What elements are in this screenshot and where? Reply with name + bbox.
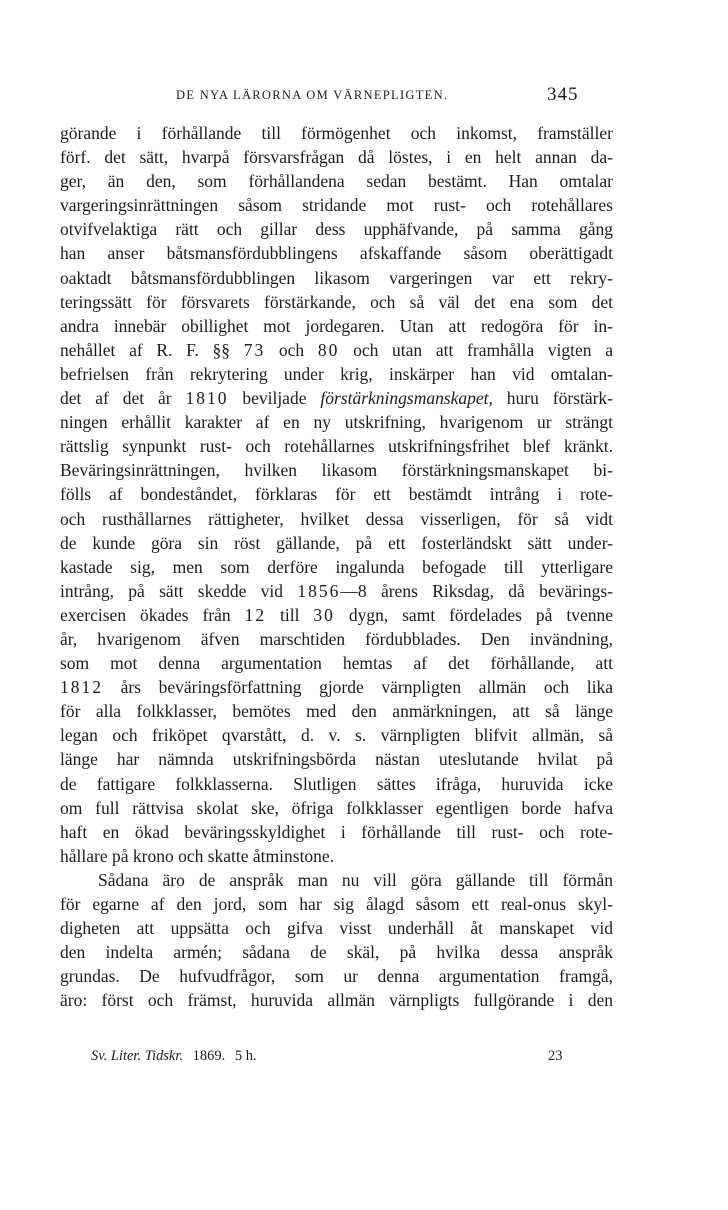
text-segment: grundas. De hufvudfrågor, som ur denna argumentation framgå, — [60, 966, 613, 987]
text-segment: nehållet af R. F. §§ — [60, 339, 244, 360]
text-segment: ningen erhållit karakter af en ny utskrifning, hvarigenom ur strängt — [60, 412, 613, 433]
text-segment: andra innebär obillighet mot jordegaren. Utan att redogöra för in- — [60, 315, 613, 336]
text-segment: otvifvelaktiga rätt och gillar dess upphäfvande, på samma gång — [60, 219, 613, 240]
text-segment: och utan att framhålla vigten a — [339, 339, 613, 360]
text-segment: och rusthållarnes rättigheter, hvilket dessa visserligen, för så vidt — [60, 508, 613, 529]
text-segment: intrång, på sätt skedde vid — [60, 580, 298, 601]
text-segment: år, hvarigenom äfven marschtiden fördubblades. Den invändning, — [60, 628, 613, 649]
text-segment: de kunde göra sin röst gällande, på ett fosterländskt sätt under- — [60, 532, 613, 553]
text-line — [60, 892, 613, 916]
text-line — [60, 627, 613, 651]
text-line — [60, 266, 613, 290]
text-segment: befrielsen från rekrytering under krig, inskärper han vid omtalan- — [60, 363, 613, 384]
text-segment: teringssätt för försvarets förstärkande, och så väl det ena som det — [60, 291, 613, 312]
text-line — [60, 482, 613, 506]
text-segment: 30 — [313, 604, 335, 625]
text-line — [60, 747, 613, 771]
text-segment: 73 — [243, 339, 266, 360]
text-line — [60, 217, 613, 241]
text-segment: 12 — [244, 604, 267, 625]
text-line — [60, 772, 613, 796]
text-line — [60, 723, 613, 747]
text-segment: äro: först och främst, huruvida allmän värnpligts fullgörande i den — [60, 990, 613, 1011]
text-segment: dygn, samt fördelades på tvenne — [334, 604, 613, 625]
journal-footer — [91, 1048, 263, 1065]
body-text — [60, 121, 613, 1012]
text-line — [60, 555, 613, 579]
text-line — [60, 916, 613, 940]
text-line — [60, 796, 613, 820]
text-segment: huru förstärk- — [492, 388, 613, 409]
text-segment: legan och friköpet qvarstått, d. v. s. värnpligten blifvit allmän, så — [60, 725, 613, 746]
text-line — [60, 820, 613, 844]
text-segment: för egarne af den jord, som har sig ålagd såsom ett real-onus skyl- — [60, 894, 613, 914]
text-line — [60, 121, 613, 145]
text-line — [60, 675, 613, 699]
text-segment: den indelta armén; sådana de skäl, på hvilka dessa anspråk — [60, 942, 613, 963]
text-segment: vargeringsinrättningen såsom stridande mot rust- och rotehållares — [60, 195, 613, 216]
text-segment: som mot denna argumentation hemtas af det förhållande, att — [60, 653, 613, 674]
text-line — [60, 290, 613, 314]
text-line — [60, 579, 613, 603]
text-segment: års beväringsförfattning gjorde värnpligten allmän och lika — [103, 677, 613, 698]
text-line — [60, 868, 613, 892]
text-segment: Sådana äro de anspråk man nu vill göra gällande till förmån — [98, 869, 613, 890]
text-segment: rättslig synpunkt rust- och rotehållarnes utskrifningsfrihet blef kränkt. — [60, 436, 613, 457]
text-segment: görande i förhållande till förmögenhet och inkomst, framställer — [60, 123, 613, 143]
text-segment: det af det år — [60, 388, 186, 409]
text-segment: digheten att uppsätta och gifva visst underhåll åt manskapet vid — [60, 918, 613, 939]
text-line — [60, 362, 613, 386]
text-segment: länge har nämnda utskrifningsbörda nästan uteslutande hvilat på — [60, 749, 613, 770]
text-line — [60, 434, 613, 458]
text-line — [60, 410, 613, 434]
text-segment: de fattigare folkklasserna. Slutligen sättes ifråga, huruvida icke — [60, 773, 613, 794]
text-segment: —8 årens Riksdag, då bevärings- — [340, 580, 613, 601]
text-segment: oaktadt båtsmansfördubblingen likasom vargeringen var ett rekry- — [60, 267, 613, 288]
text-segment: exercisen ökades från — [60, 604, 245, 625]
text-segment: 1810 — [185, 388, 229, 409]
running-title: DE NYA LÄRORNA OM VÄRNEPLIGTEN. — [176, 88, 449, 102]
text-line — [60, 940, 613, 964]
text-segment: förf. det sätt, hvarpå försvarsfrågan då löstes, i en helt annan da- — [60, 147, 613, 168]
text-line — [60, 844, 613, 868]
text-line — [60, 699, 613, 723]
text-line — [60, 603, 613, 627]
text-segment: han anser båtsmansfördubblingens afskaffande såsom oberättigadt — [60, 243, 613, 264]
text-line — [60, 145, 613, 169]
text-line — [60, 531, 613, 555]
text-segment: förstärkningsmanskapet, — [320, 388, 493, 409]
text-segment: beviljade — [228, 388, 321, 409]
printer-signature-mark: 23 — [548, 1048, 563, 1064]
text-segment: haft en ökad beväringsskyldighet i förhållande till rust- och rote- — [60, 821, 613, 842]
text-segment: 1812 — [60, 677, 103, 698]
text-line — [60, 458, 613, 482]
text-line — [60, 241, 613, 265]
text-line — [60, 314, 613, 338]
page-number: 345 — [547, 84, 579, 105]
text-line — [60, 964, 613, 988]
text-line — [60, 651, 613, 675]
text-line — [60, 507, 613, 531]
journal-title: Sv. Liter. Tidskr. — [91, 1048, 183, 1064]
journal-year: 1869. — [192, 1048, 226, 1064]
text-segment: för alla folkklasser, bemötes med den anmärkningen, att så länge — [60, 701, 613, 722]
text-segment: 1856 — [297, 580, 341, 601]
text-segment: 80 — [317, 339, 340, 360]
text-segment: kastade sig, men som derföre ingalunda befogade till ytterligare — [60, 556, 613, 577]
text-line — [60, 386, 613, 410]
text-segment: Beväringsinrättningen, hvilken likasom förstärkningsmanskapet bi- — [60, 460, 613, 481]
text-segment: till — [266, 604, 314, 625]
text-segment: om full rättvisa skolat ske, öfriga folkklasser egentligen borde hafva — [60, 797, 613, 818]
text-line — [60, 193, 613, 217]
text-line — [60, 169, 613, 193]
text-segment: ger, än den, som förhållandena sedan bestämt. Han omtalar — [60, 171, 613, 192]
text-segment: och — [265, 339, 318, 360]
text-segment: hållare på krono och skatte åtminstone. — [60, 845, 335, 866]
text-line — [60, 988, 613, 1012]
text-segment: fölls af bondeståndet, förklaras för ett bestämdt intrång i rote- — [60, 484, 613, 505]
text-line — [60, 338, 613, 362]
journal-issue: 5 h. — [234, 1048, 257, 1064]
